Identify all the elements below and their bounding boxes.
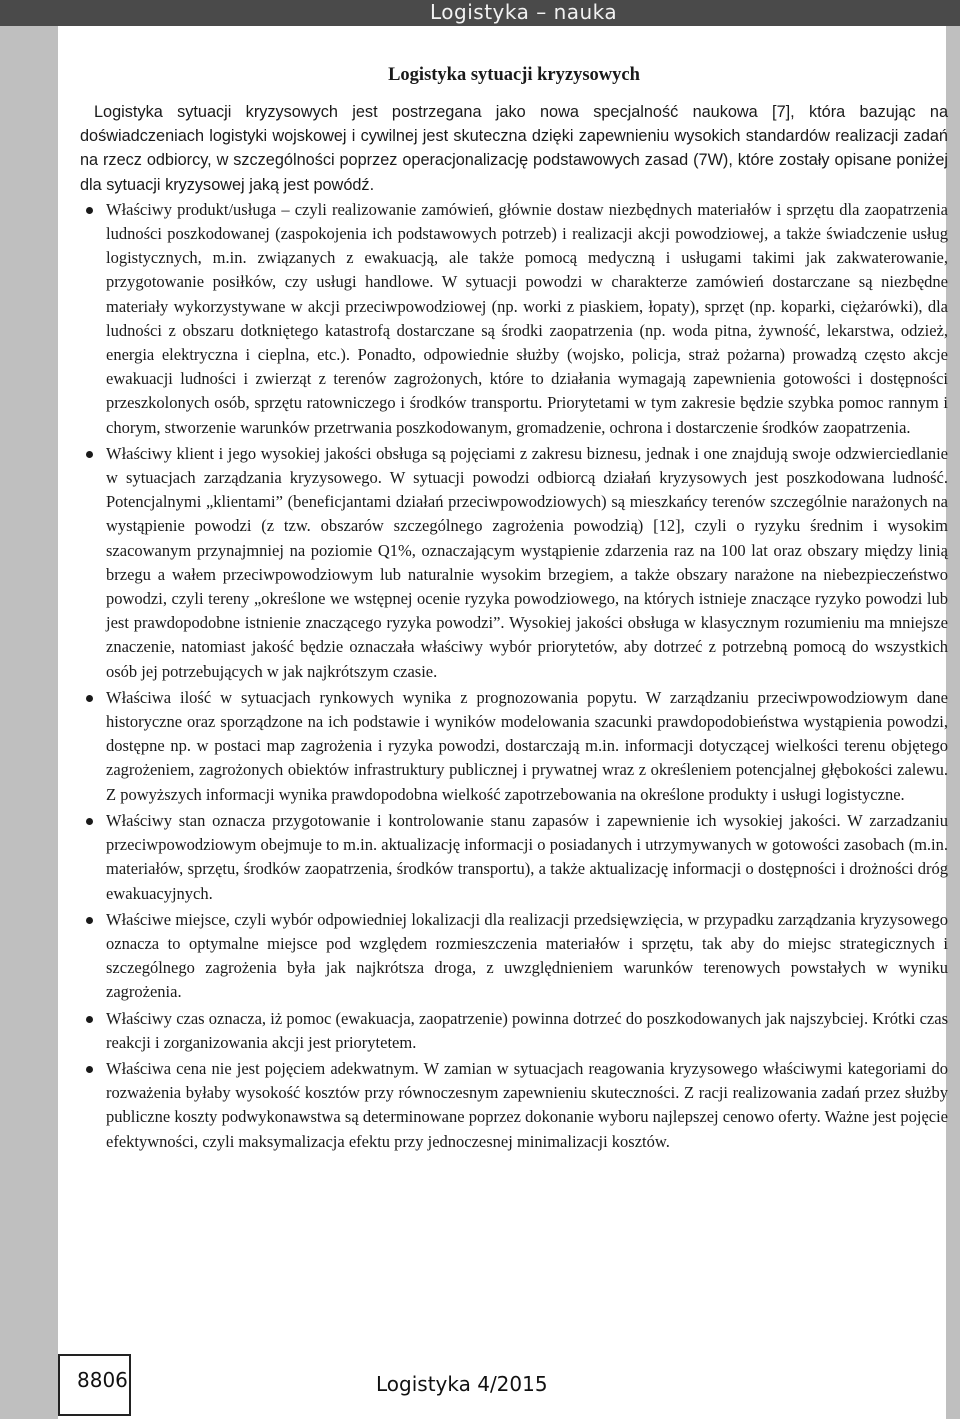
- article-body: [80, 62, 948, 1156]
- intro-paragraph: Logistyka sytuacji kryzysowych jest postrzegana jako nowa specjalność naukowa [7], która bazując na doświadczeniach logistyki wojskowej i cywilnej jest skuteczna dzięki zapewnieniu wysokich standardów realizacji zadań na rzecz odbiorcy, w szczególności poprzez operacjonalizację podstawowych zasad (7W), które zostały opisane poniżej dla sytuacji kryzysowej jaką jest powódź.: [80, 103, 948, 194]
- list-item-text: Właściwa cena nie jest pojęciem adekwatnym. W zamian w sytuacjach reagowania kryzysowego właściwymi kategoriami do rozważenia byłaby wysokość kosztów przy równoczesnym zapewnieniu skuteczności. Z racji realizowania zadań przez służby publiczne koszty podwykonawstwa są determinowane poprzez dokonanie wyboru najlepszej cenowo oferty. Ważne jest pojęcie efektywności, czyli maksymalizacja efektu przy jednoczesnej minimalizacji kosztów.: [106, 1058, 948, 1151]
- left-margin-strip: [0, 26, 58, 1419]
- right-margin-strip: [946, 26, 960, 1419]
- bullet-icon: [86, 917, 93, 924]
- bullet-icon: [86, 1066, 93, 1073]
- article-title: Logistyka sytuacji kryzysowych: [388, 65, 640, 85]
- list-item: [80, 908, 948, 1005]
- list-item: [80, 809, 948, 906]
- bullet-icon: [86, 207, 93, 214]
- list-item: [80, 1057, 948, 1154]
- list-item-text: Właściwy czas oznacza, iż pomoc (ewakuacja, zaopatrzenie) powinna dotrzeć do poszkodowanych jak najszybciej. Krótki czas reakcji i zorganizowania akcji jest priorytetem.: [106, 1008, 948, 1052]
- principles-list: [80, 198, 948, 1154]
- bullet-icon: [86, 818, 93, 825]
- journal-issue: Logistyka 4/2015: [376, 1372, 548, 1396]
- list-item-text: Właściwy stan oznacza przygotowanie i kontrolowanie stanu zapasów i zapewnienie ich wysokiej jakości. W zarzadzaniu przeciwpowodziowym obejmuje to m.in. aktualizację informacji o posiadanych i utrzymywanych w gotowości zasobach (m.in. materiałów, sprzętu, środków zaopatrzenia, środków transportu), a także aktualizację informacji o dostępności i drożności dróg ewakuacyjnych.: [106, 810, 948, 903]
- list-item-text: Właściwy produkt/usługa – czyli realizowanie zamówień, głównie dostaw niezbędnych materiałów i sprzętu dla zaopatrzenia ludności poszkodowanej (zaspokojenia ich podstawowych potrzeb) i realizacji akcji powodziowej, a także świadczenie usług logistycznych, m.in. związanych z ewakuacją, ale także pomocą medyczną i usługami takimi jak zakwaterowanie, przygotowanie posiłków, czy usługi handlowe. W sytuacji powodzi w charakterze zamówień dostarczane są niezbędne materiały wykorzystywane w akcji przeciwpowodziowej (np. worki z piaskiem, łopaty), sprzęt (np. koparki, ciężarówki), dla ludności z obszaru dotkniętego katastrofą dostarczane są środki zaopatrzenia (np. woda pitna, żywność, lekarstwa, odzież, energia elektryczna i cieplna, etc.). Ponadto, odpowiednie służby (wojsko, policja, straż pożarna) prowadzą często akcje ewakuacji ludności i zwierząt z terenów zagrożonych, które to działania wymagają zapewnienia gotowości i dostępności przeszkolonych osób, sprzętu ratowniczego i środków transportu. Priorytetami w tym zakresie będzie szybka pomoc rannym i chorym, stworzenie warunków przetrwania poszkodowanym, gromadzenie, ochrona i dostarczenie środków zaopatrzenia.: [106, 199, 948, 437]
- bullet-icon: [86, 1016, 93, 1023]
- list-item-text: Właściwy klient i jego wysokiej jakości obsługa są pojęciami z zakresu biznesu, jednak i one znajdują swoje odzwierciedlanie w sytuacjach zarządzania kryzysowego. W sytuacji powodzi odbiorcą działań kryzysowych jest poszkodowana ludność. Potencjalnymi „klientami” (beneficjantami działań przeciwpowodziowych) są mieszkańcy terenów szczególnie narażonych na wystąpienie powodzi (z tzw. obszarów szczególnego zagrożenia powodzią) [12], czyli o ryzyku średnim i wysokim szacowanym przynajmniej na poziomie Q1%, oznaczającym wystąpienie zdarzenia raz na 100 lat oraz obszary między linią brzegu a wałem przeciwpowodziowym lub naturalnie wysokim brzegiem, a także obszary narażone na niebezpieczeństwo powodzi, czyli tereny „określone we wstępnej ocenie ryzyka powodziowego, na których istnieje znaczące ryzyko powodzi lub jest prawdopodobne istnienie znaczącego ryzyka powodzi”. Wysokiej jakości obsługa w klasycznym rozumieniu ma mniejsze znaczenie, natomiast jakość będzie oznaczała właściwy wybór priorytetów, aby dotrzeć z potrzebną pomocą do wszystkich osób jej potrzebujących w jak najkrótszym czasie.: [106, 443, 948, 681]
- section-title: Logistyka – nauka: [430, 0, 618, 24]
- list-item-text: Właściwa ilość w sytuacjach rynkowych wynika z prognozowania popytu. W zarządzaniu przeciwpowodziowym dane historyczne oraz sporządzone na ich podstawie i wyników modelowania szacunki prawdopodobieństwa wystąpienia powodzi, dostępne np. w postaci map zagrożenia i ryzyka powodzi, dostarczają m.in. informacji dotyczącej wielkości terenu objętego zagrożeniem, zagrożonych obiektów infrastruktury publicznej i prywatnej wraz z określeniem potencjalnej głębokości zalewu. Z powyższych informacji wynika prawdopodobna wielkość zapotrzebowania na określone produkty i usługi logistyczne.: [106, 687, 948, 804]
- list-item: [80, 198, 948, 440]
- list-item: [80, 686, 948, 807]
- list-item: [80, 442, 948, 684]
- bullet-icon: [86, 695, 93, 702]
- page-number: 8806: [77, 1368, 128, 1392]
- bullet-icon: [86, 451, 93, 458]
- list-item: [80, 1007, 948, 1055]
- list-item-text: Właściwe miejsce, czyli wybór odpowiedniej lokalizacji dla realizacji przedsięwzięcia, w przypadku zarządzania kryzysowego oznacza to optymalne miejsce pod względem rozmieszczenia materiałów i sprzętu, tak aby do miejsc strategicznych i szczególnego zagrożenia była jak najkrótsza droga, z uwzględnieniem warunków terenowych powstałych w wyniku zagrożenia.: [106, 909, 948, 1002]
